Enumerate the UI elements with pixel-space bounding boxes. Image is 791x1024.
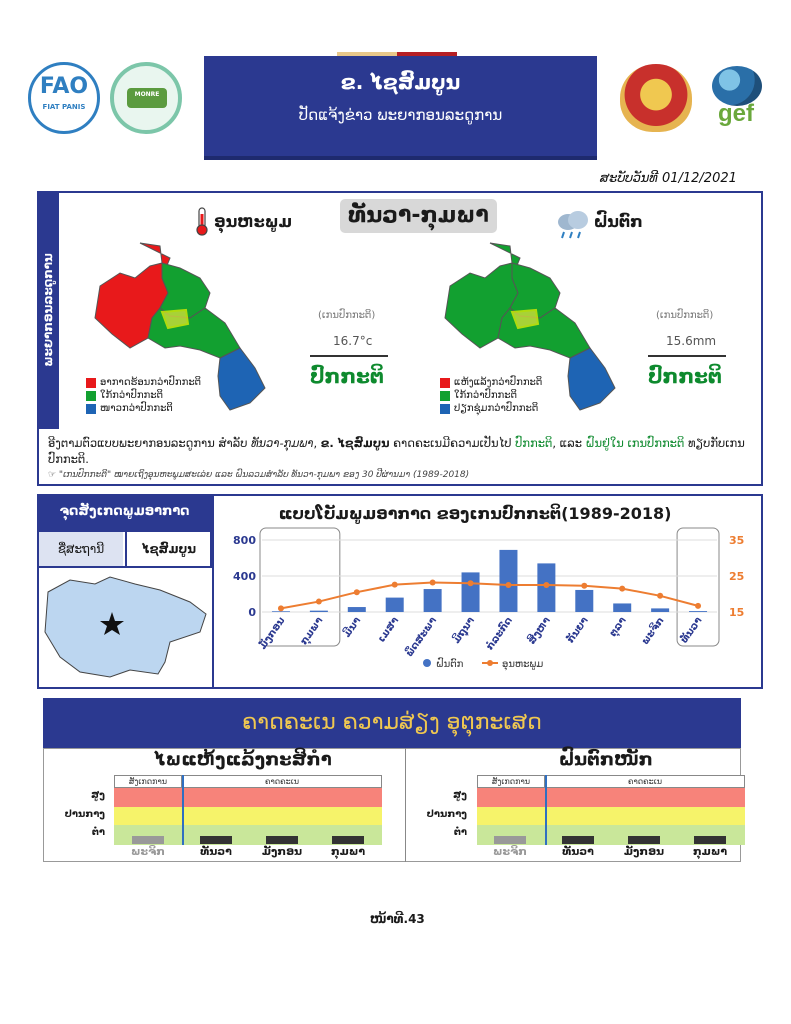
station-key: ຊື່ສະຖານີ <box>39 532 123 566</box>
desc-text: , ແລະ <box>552 436 586 450</box>
chart-left-tick: 400 <box>233 570 256 583</box>
chart-temperature-point <box>505 582 511 588</box>
risk-forecast-header <box>182 775 382 788</box>
risk-mark-forecast <box>332 836 364 844</box>
chart-category-label: ມີນາ <box>341 615 364 640</box>
station-value: ໄຊສົມບູນ <box>125 532 211 566</box>
temperature-normal-caption: (ເກນປົກກະຕິ) <box>318 310 376 321</box>
desc-temp-outcome: ປົກກະຕິ <box>515 436 553 450</box>
risk-divider <box>405 748 406 862</box>
risk-band-medium <box>114 807 382 827</box>
risk-level-medium: ປານກາງ <box>426 809 467 820</box>
risk-level-low: ຕໍ່າ <box>91 827 105 838</box>
rainfall-legend-label: ແຫ້ງແລ້ງກວ່າປົກກະຕິ <box>454 377 543 388</box>
risk-month-label: ກຸມພາ <box>692 845 728 858</box>
risk-mark-observed <box>132 836 164 844</box>
risk-mark-observed <box>494 836 526 844</box>
risk-observed-header <box>477 775 545 788</box>
page-title: ຂ. ໄຊສົມບູນ <box>340 70 461 94</box>
chart-category-label: ສິງຫາ <box>526 615 553 647</box>
chart-category-label: ກຸມພາ <box>298 615 326 648</box>
rainfall-legend-item <box>440 402 542 415</box>
chart-bar <box>386 598 404 612</box>
title-strip <box>337 52 457 56</box>
risk-level-low: ຕໍ່າ <box>453 827 467 838</box>
risk-month-label: ທັນວາ <box>562 845 594 858</box>
risk-title-heavy-rain: ຝົນຕົກໜັກ <box>559 749 653 770</box>
climatology-chart <box>222 526 757 686</box>
chart-temperature-point <box>392 582 398 588</box>
station-header: ຈຸດສັງເກດພູມອາກາດ <box>37 494 212 532</box>
chart-temperature-line <box>281 582 698 608</box>
province-outline <box>45 577 206 677</box>
fao-logo-text: FAO <box>39 74 89 99</box>
risk-month-label: ພະຈິກ <box>131 845 165 858</box>
rainfall-region-central <box>498 308 590 358</box>
desc-text: ອີງຕາມຕົວແບບພະຍາກອນລະດູການ ສໍາລັບ <box>48 436 252 450</box>
risk-mark-forecast <box>266 836 298 844</box>
desc-text: , <box>313 436 321 450</box>
chart-category-label: ເມສາ <box>376 615 402 645</box>
legend-swatch-blue <box>86 404 96 414</box>
monre-logo-text: MONRE <box>134 91 160 98</box>
temperature-legend-item <box>86 402 201 415</box>
chart-bar <box>348 607 366 612</box>
legend-swatch-red <box>86 378 96 388</box>
chart-temperature-point <box>316 599 322 605</box>
rainfall-normal-value: 15.6mm <box>666 334 717 348</box>
desc-text: ທຽບກັບເກນປົກກະຕິ. <box>48 436 745 466</box>
chart-bar <box>499 550 517 612</box>
risk-band-high <box>477 788 745 808</box>
rainfall-legend-item <box>440 389 542 402</box>
risk-mark-forecast <box>694 836 726 844</box>
risk-observed-header <box>114 775 182 788</box>
temperature-legend-label: ໃກ້ກວ່າປົກກະຕິ <box>100 390 163 401</box>
temperature-normal-value: 16.7°c <box>333 334 373 348</box>
risk-observed-label: ສັງເກດການ <box>114 775 182 788</box>
risk-heading: ຄາດຄະເນ ຄວາມສ່ຽງ ອຸຕຸກະເສດ <box>43 698 741 748</box>
chart-bar <box>424 589 442 612</box>
lao-emblem-icon <box>620 64 692 132</box>
risk-month-label: ມັງກອນ <box>261 845 303 858</box>
chart-bar <box>310 611 328 612</box>
forecast-side-label: ພະຍາກອນລະດູການ <box>41 253 55 367</box>
gef-logo-text: gef <box>718 100 754 127</box>
legend-swatch-blue <box>440 404 450 414</box>
legend-swatch-green <box>440 391 450 401</box>
temperature-legend-item <box>86 389 201 402</box>
rainfall-legend-item <box>440 376 542 389</box>
rainfall-normal-caption: (ເກນປົກກະຕິ) <box>656 310 714 321</box>
chart-title: ແບບໂບັມພູມອາກາດ ຂອງເກນປົກກະຕິ(1989-2018) <box>278 504 672 523</box>
temperature-legend-item <box>86 376 201 389</box>
chart-category-label: ພະຈິກ <box>639 615 667 647</box>
chart-category-label: ກໍລະກົດ <box>484 615 515 653</box>
chart-temperature-point <box>581 583 587 589</box>
chart-temperature-point <box>430 579 436 585</box>
province-map <box>40 572 210 684</box>
chart-bar <box>613 603 631 612</box>
chart-category-label: ມິຖຸນາ <box>451 615 477 646</box>
temperature-legend-label: ໜາວກວ່າປົກກະຕິ <box>100 403 173 414</box>
chart-category-label: ມັງກອນ <box>257 615 288 652</box>
chart-category-label: ທັນວາ <box>679 615 705 646</box>
chart-category-label: ຕຸລາ <box>607 615 629 639</box>
monre-logo <box>110 62 182 134</box>
rainfall-title: ຝົນຕົກ <box>594 212 643 231</box>
chart-bar <box>575 590 593 612</box>
risk-mark-forecast <box>628 836 660 844</box>
rain-cloud-icon <box>554 208 590 240</box>
legend-rain-label: ຝົນຕົກ <box>436 659 464 670</box>
chart-left-tick: 0 <box>248 606 256 619</box>
risk-observed-divider <box>545 775 547 845</box>
chart-temperature-point <box>695 603 701 609</box>
risk-band-high <box>114 788 382 808</box>
temperature-region-central <box>148 308 240 358</box>
chart-temperature-point <box>619 586 625 592</box>
chart-category-label: ກັນຍາ <box>565 615 591 646</box>
desc-province: ຂ. ໄຊສົມບູນ <box>320 436 390 450</box>
forecast-description <box>48 435 758 467</box>
rainfall-region-south <box>568 348 615 410</box>
legend-rain-icon <box>423 659 431 667</box>
chart-temperature-point <box>543 582 549 588</box>
temperature-title: ອຸນຫະພູມ <box>214 212 293 231</box>
chart-left-tick: 800 <box>233 534 256 547</box>
chart-bar <box>462 572 480 612</box>
risk-mark-forecast <box>562 836 594 844</box>
risk-level-high: ສູງ <box>453 790 467 801</box>
risk-band-medium <box>477 807 745 827</box>
legend-swatch-green <box>86 391 96 401</box>
chart-right-tick: 35 <box>729 534 745 547</box>
title-banner <box>204 56 597 160</box>
risk-month-label: ກຸມພາ <box>330 845 366 858</box>
temperature-region-south <box>218 348 265 410</box>
chart-right-tick: 25 <box>729 570 745 583</box>
fao-motto: FIAT PANIS <box>42 103 86 111</box>
page-number: ໜ້າທີ.43 <box>370 912 425 926</box>
chart-temperature-point <box>278 605 284 611</box>
risk-month-label: ທັນວາ <box>200 845 232 858</box>
rainfall-status: ປົກກະຕິ <box>648 364 722 388</box>
fao-logo <box>28 62 100 134</box>
chart-temperature-point <box>468 580 474 586</box>
chart-bar <box>689 611 707 612</box>
desc-rain-outcome: ຝົນຢູ່ໃນ ເກນປົກກະຕິ <box>585 436 685 450</box>
risk-month-label: ມັງກອນ <box>623 845 665 858</box>
risk-observed-divider <box>182 775 184 845</box>
temperature-legend <box>86 376 201 415</box>
legend-swatch-red <box>440 378 450 388</box>
rainfall-legend-label: ປຽກຊຸ່ມກວ່າປົກກະຕິ <box>454 403 539 414</box>
temperature-divider <box>310 355 388 357</box>
temperature-legend-label: ອາກາດຮ້ອນກວ່າປົກກະຕິ <box>100 377 202 388</box>
forecast-note: ☞ "ເກນປົກກະຕິ" ໝາຍເຖິງອຸນຫະພູມສະເລ່ຍ ແລະ ຝົນລວມສໍາລັບ ທັນວາ-ກຸມພາ ຂອງ 30 ປີຜ່ານມາ (1989-2018) <box>48 470 470 480</box>
station-divider <box>212 494 214 689</box>
rainfall-legend <box>440 376 542 415</box>
risk-level-medium: ປານກາງ <box>64 809 105 820</box>
risk-observed-label: ສັງເກດການ <box>477 775 545 788</box>
risk-mark-forecast <box>200 836 232 844</box>
edition-date: ສະບັບວັນທີ 01/12/2021 <box>600 171 737 186</box>
chart-category-label: ພຶດສະພາ <box>403 615 440 660</box>
risk-forecast-header <box>545 775 745 788</box>
temperature-status: ປົກກະຕິ <box>310 364 384 388</box>
thermometer-icon <box>193 206 211 238</box>
chart-temperature-point <box>657 593 663 599</box>
chart-bar <box>651 608 669 612</box>
page-subtitle: ປັດແຈ້ງຂ່າວ ພະຍາກອນລະດູການ <box>298 106 503 124</box>
legend-temp-icon <box>487 660 493 666</box>
risk-level-high: ສູງ <box>91 790 105 801</box>
risk-forecast-label: ຄາດຄະເນ <box>545 775 745 788</box>
desc-text: ຄາດຄະເນມີຄວາມເປັນໄປ <box>389 436 516 450</box>
rainfall-divider <box>648 355 726 357</box>
rainfall-legend-label: ໃກ້ກວ່າປົກກະຕິ <box>454 390 517 401</box>
station-row <box>39 532 212 568</box>
desc-season: ທັນວາ-ກຸມພາ <box>251 436 314 450</box>
risk-forecast-label: ຄາດຄະເນ <box>182 775 382 788</box>
chart-temperature-point <box>354 589 360 595</box>
legend-temp-label: ອຸນຫະພູມ <box>502 659 544 670</box>
risk-title-drought: ໄພແຫ້ງແລ້ງກະສິກໍາ <box>154 749 332 770</box>
chart-right-tick: 15 <box>729 606 745 619</box>
season-badge: ທັນວາ-ກຸມພາ <box>340 199 497 233</box>
risk-month-label: ພະຈິກ <box>493 845 527 858</box>
